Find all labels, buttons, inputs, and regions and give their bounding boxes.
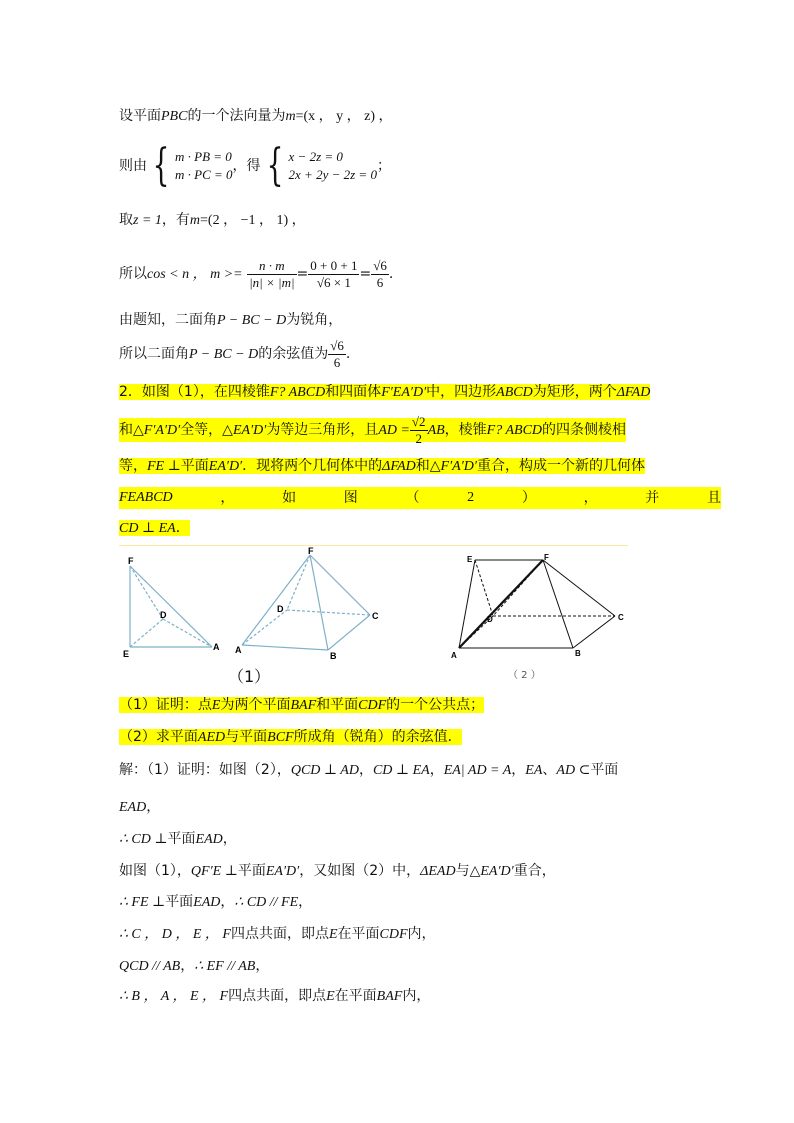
denominator: 6 xyxy=(376,274,384,290)
math: FE ⊥ xyxy=(147,459,181,474)
text: ． xyxy=(175,520,190,536)
question-1 xyxy=(119,694,484,716)
edge-fa xyxy=(130,566,212,647)
text: 如 xyxy=(282,490,297,506)
text: （2）求平面 xyxy=(119,729,198,745)
solution-step-4 xyxy=(119,861,556,882)
solution-step-7 xyxy=(119,956,269,977)
text: 平面 xyxy=(180,458,209,474)
left-brace-icon: { xyxy=(266,140,283,191)
text: 的一个法向量为 xyxy=(187,108,286,124)
edge-fd xyxy=(130,566,163,619)
text: 解：（1）证明：如图（2）， xyxy=(119,762,291,778)
text: . xyxy=(345,346,351,362)
math: FEABCD xyxy=(119,490,173,505)
edge-fc xyxy=(543,560,615,616)
highlighted-text xyxy=(119,729,462,745)
text: 内， xyxy=(407,926,436,942)
figure-pyramid xyxy=(232,545,382,665)
solution-step-1 xyxy=(119,760,618,781)
math: EA xyxy=(525,763,543,778)
problem-line-5 xyxy=(119,517,190,539)
text: ， xyxy=(298,894,313,910)
math: EA| AD = A xyxy=(443,763,512,778)
equation: 2x + 2y − 2z = 0 xyxy=(288,167,377,182)
denominator: |n| × |m| xyxy=(249,274,295,290)
text: 平面 xyxy=(165,894,194,910)
text: 由题知，二面角 xyxy=(119,312,217,328)
math: m xyxy=(285,109,296,124)
math: PBC xyxy=(161,109,188,124)
text: 等， xyxy=(119,458,147,474)
equation: x − 2z = 0 xyxy=(288,149,343,164)
text: 的四条侧棱相 xyxy=(542,422,627,438)
math: F′A′D′ xyxy=(440,459,477,474)
highlighted-text xyxy=(119,697,484,713)
text: ，有 xyxy=(161,212,190,228)
point-label: B xyxy=(330,651,337,661)
math: EA′D′ xyxy=(265,864,300,879)
edge-bc xyxy=(573,616,615,648)
math: EA′D′ xyxy=(208,459,243,474)
math: z = 1 xyxy=(133,213,162,228)
text: 四点共面，即点 xyxy=(230,926,329,942)
solution-line-answer xyxy=(119,334,350,375)
point-label: C xyxy=(618,613,624,622)
text: ， xyxy=(146,799,161,815)
math: E xyxy=(328,927,338,942)
edge-ed xyxy=(130,619,163,647)
edge-fc xyxy=(310,555,370,615)
figure-1-label: （1） xyxy=(228,667,271,686)
math: ABCD xyxy=(496,385,533,400)
math: BAF xyxy=(290,698,317,713)
math: P − BC − D xyxy=(217,313,287,328)
math: EA′D′ xyxy=(232,423,267,438)
left-brace-icon: { xyxy=(152,140,170,191)
text: ，又如图（2）中， xyxy=(299,863,421,879)
edge-fd xyxy=(287,555,310,610)
math: ΔFAD xyxy=(616,385,651,400)
math: cos < n ， m >= xyxy=(147,267,243,282)
text: 所成角（锐角）的余弦值． xyxy=(293,729,462,745)
text: 平面 xyxy=(237,863,266,879)
edge-ed xyxy=(475,560,493,616)
point-label: F xyxy=(308,546,314,556)
math: F′EA′D′ xyxy=(381,385,427,400)
math: ∴ EF // AB xyxy=(194,959,256,974)
problem-line-2 xyxy=(119,412,626,448)
text: ； xyxy=(376,158,391,174)
text: ，得 xyxy=(232,158,261,174)
text: ， xyxy=(358,762,373,778)
text: 的余弦值为 xyxy=(258,346,329,362)
text: 且 xyxy=(706,490,721,506)
math: AD ⊂ xyxy=(556,763,591,778)
text: 设平面 xyxy=(119,108,161,124)
solution-line-acute xyxy=(119,310,342,331)
point-label: A xyxy=(451,651,457,660)
text: = xyxy=(359,266,372,282)
math: EAD xyxy=(195,832,223,847)
math: =(2 ， −1 ， 1) ， xyxy=(200,213,306,228)
solution-step-3 xyxy=(119,829,237,850)
math: CD ⊥ EA xyxy=(119,521,176,536)
math: CD ⊥ EA xyxy=(372,763,430,778)
fraction xyxy=(308,258,359,291)
text: 四点共面，即点 xyxy=(228,988,327,1004)
text: 中，四边形 xyxy=(426,384,497,400)
text: ， xyxy=(255,958,270,974)
math: AB xyxy=(427,423,445,438)
text: 为锐角， xyxy=(286,312,343,328)
math: ∴ CD ⊥ xyxy=(119,832,168,847)
figure-tetrahedron xyxy=(118,552,228,662)
math: EAD xyxy=(193,895,221,910)
math: BAF xyxy=(376,989,403,1004)
problem-line-4 xyxy=(119,487,721,509)
text: 取 xyxy=(119,212,133,228)
text: ， xyxy=(511,762,526,778)
math: EA′D′ xyxy=(480,864,514,879)
math: m xyxy=(189,213,201,228)
math: CDF xyxy=(358,698,387,713)
text: （ xyxy=(405,490,420,506)
text: ， xyxy=(220,894,235,910)
math: CDF xyxy=(379,927,408,942)
math: ∴ FE ⊥ xyxy=(119,895,166,910)
text: 重合，构成一个新的几何体 xyxy=(476,458,645,474)
math: E xyxy=(326,989,335,1004)
solution-step-6 xyxy=(119,924,436,945)
text: 图 xyxy=(343,490,358,506)
figure-2-label: （ 2 ） xyxy=(508,670,541,681)
point-label: E xyxy=(467,555,473,564)
denominator: 6 xyxy=(333,354,341,370)
problem-line-1 xyxy=(119,381,650,403)
edge-fb xyxy=(543,560,573,648)
math: QF′E ⊥ xyxy=(190,864,238,879)
text: 的一个公共点； xyxy=(386,697,485,713)
fraction xyxy=(410,414,428,447)
math: QCD ⊥ AD xyxy=(290,763,359,778)
point-label: C xyxy=(372,611,379,621)
math: AED xyxy=(197,730,226,745)
denominator: 2 xyxy=(415,430,422,446)
numerator: √6 xyxy=(330,337,344,353)
math: BCF xyxy=(267,730,294,745)
equation-system-2 xyxy=(289,148,377,184)
text: 和△ xyxy=(415,458,441,474)
point-label: B xyxy=(575,649,581,658)
point-label: F xyxy=(544,553,549,562)
text: ， xyxy=(429,762,444,778)
edge-fb xyxy=(310,555,328,650)
point-label: A xyxy=(235,645,242,655)
text: 平面 xyxy=(590,762,619,778)
text: 平面 xyxy=(167,831,196,847)
solution-line-take-z xyxy=(119,210,306,231)
text: 和△ xyxy=(119,422,144,438)
question-2 xyxy=(119,726,462,748)
point-label: A xyxy=(213,642,220,652)
text: 与△ xyxy=(455,863,481,879)
text: 所以 xyxy=(119,266,147,282)
text: ， xyxy=(583,490,598,506)
math: F? ABCD xyxy=(486,423,543,438)
edge-fa xyxy=(242,555,310,645)
text: 和四面体 xyxy=(325,384,382,400)
equation-system-1 xyxy=(175,148,233,184)
math: P − BC − D xyxy=(189,347,259,362)
point-label: D xyxy=(487,615,493,624)
equation: m · PB = 0 xyxy=(175,149,232,164)
math: E xyxy=(211,698,221,713)
numerator: √2 xyxy=(411,413,426,429)
fraction xyxy=(247,258,296,291)
text: 内， xyxy=(402,988,431,1004)
text: 在平面 xyxy=(337,926,380,942)
math: ∴ CD // FE xyxy=(234,895,299,910)
text: （1）证明：点 xyxy=(119,697,212,713)
text: 重合， xyxy=(513,863,556,879)
highlighted-text xyxy=(119,520,190,536)
text: 与平面 xyxy=(225,729,268,745)
math: ΔEAD xyxy=(420,864,456,879)
numerator: √6 xyxy=(373,257,387,273)
solution-line-normal-vector xyxy=(119,106,393,127)
text: ，棱锥 xyxy=(444,422,487,438)
edge-fd xyxy=(493,560,543,616)
text: 为矩形，两个 xyxy=(532,384,617,400)
math: ∴ B ， A ， E ， F xyxy=(119,989,229,1004)
math: F? ABCD xyxy=(269,385,326,400)
text: 则由 xyxy=(119,158,147,174)
math: AD = xyxy=(378,423,410,438)
edge-ab xyxy=(242,645,328,650)
equation: m · PC = 0 xyxy=(175,167,233,182)
fraction xyxy=(328,338,346,371)
text: ．现将两个几何体中的 xyxy=(242,458,383,474)
solution-step-8 xyxy=(119,986,430,1007)
numerator: 0 + 0 + 1 xyxy=(310,257,358,273)
edge-bc xyxy=(328,615,370,650)
solution-step-2 xyxy=(119,797,160,818)
point-label: E xyxy=(123,649,130,659)
solution-step-5 xyxy=(119,892,312,913)
text: 和平面 xyxy=(316,697,359,713)
text: 为两个平面 xyxy=(220,697,291,713)
problem-line-3 xyxy=(119,455,645,477)
point-label: F xyxy=(128,556,134,566)
text: 全等，△ xyxy=(180,422,233,438)
highlighted-text xyxy=(119,458,645,474)
figure-combined-solid xyxy=(445,550,635,665)
text: ， xyxy=(222,831,237,847)
text: 所以二面角 xyxy=(119,346,189,362)
text: ） xyxy=(521,490,536,506)
text: 、 xyxy=(542,762,557,778)
highlighted-text xyxy=(119,384,650,400)
text: ， xyxy=(180,958,195,974)
text: 并 xyxy=(645,490,660,506)
text: . xyxy=(388,266,394,282)
text: 在平面 xyxy=(334,988,377,1004)
point-label: D xyxy=(160,610,167,620)
solution-line-cosine xyxy=(119,254,393,295)
math: QCD // AB xyxy=(119,959,181,974)
point-label: D xyxy=(277,604,284,614)
text: 2 xyxy=(467,490,475,505)
highlighted-text xyxy=(119,413,627,446)
text: 为等边三角形，且 xyxy=(266,422,379,438)
math: =(x ， y ， z) ， xyxy=(295,109,393,124)
edge-fa xyxy=(459,560,543,648)
edge-dc xyxy=(287,610,370,615)
math: ΔFAD xyxy=(382,459,416,474)
text: 2．如图（1），在四棱锥 xyxy=(119,384,270,400)
text: 如图（1）， xyxy=(119,863,191,879)
fraction xyxy=(371,258,389,291)
math: EAD xyxy=(119,800,147,815)
denominator: √6 × 1 xyxy=(316,274,351,290)
text: = xyxy=(296,266,309,282)
text: ， xyxy=(220,490,235,506)
solution-line-system xyxy=(119,140,391,191)
math: F′A′D′ xyxy=(143,423,181,438)
math: ∴ C ， D ， E ， F xyxy=(119,927,231,942)
numerator: n · m xyxy=(247,258,296,275)
